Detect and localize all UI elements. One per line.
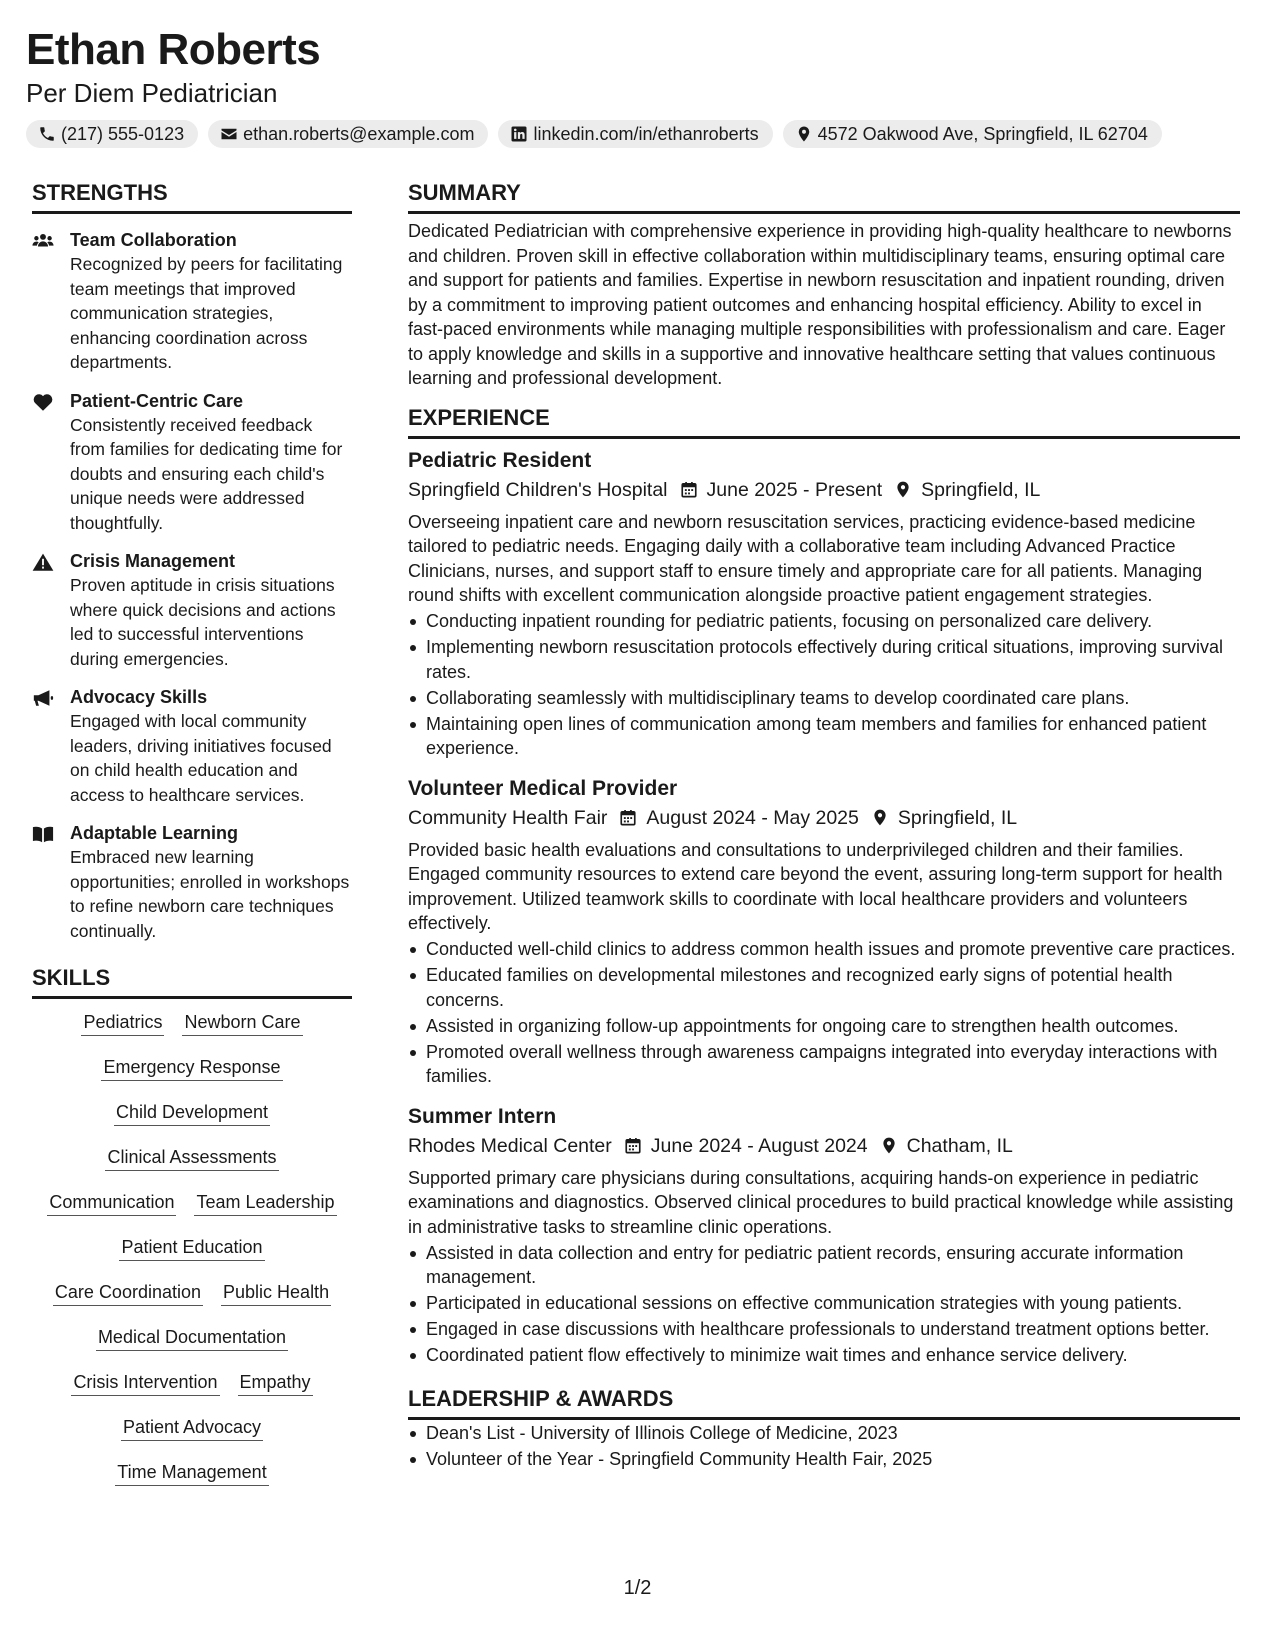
skill-tag: Pediatrics <box>81 1009 164 1036</box>
job-dates: June 2024 - August 2024 <box>650 1134 868 1157</box>
skill-tag: Medical Documentation <box>96 1324 288 1351</box>
experience-heading: EXPERIENCE <box>408 405 1240 439</box>
contact-email-text: ethan.roberts@example.com <box>243 123 475 144</box>
job-meta <box>408 476 1240 504</box>
map-pin-icon <box>871 808 889 827</box>
map-pin-icon <box>894 480 912 499</box>
strength-title: Patient-Centric Care <box>70 390 244 411</box>
calendar-icon <box>624 1136 642 1155</box>
job-location: Springfield, IL <box>897 806 1018 829</box>
map-pin-icon <box>880 1136 898 1155</box>
strength-title: Team Collaboration <box>70 230 237 250</box>
strength-item <box>32 228 352 375</box>
skills-heading: SKILLS <box>32 965 352 999</box>
contact-linkedin[interactable] <box>498 120 772 148</box>
list-item: Maintaining open lines of communication among team members and families for enhanced patient experience. <box>408 712 1240 761</box>
skill-tag: Emergency Response <box>101 1054 282 1081</box>
right-column <box>408 180 1240 1472</box>
list-item: Volunteer of the Year - Springfield Community Health Fair, 2025 <box>408 1447 1240 1472</box>
linkedin-icon <box>510 125 528 143</box>
strength-description: Engaged with local community leaders, driving initiatives focused on child health education and access to healthcare services. <box>70 711 332 805</box>
candidate-role: Per Diem Pediatrician <box>26 78 278 108</box>
contact-email[interactable] <box>208 120 488 148</box>
strength-title: Crisis Management <box>70 551 236 571</box>
candidate-name: Ethan Roberts <box>26 25 321 74</box>
experience-section <box>408 405 1240 1368</box>
summary-section <box>408 180 1240 391</box>
list-item: Assisted in organizing follow-up appointments for ongoing care to strengthen health outcomes. <box>408 1014 1240 1039</box>
list-item: Dean's List - University of Illinois College of Medicine, 2023 <box>408 1421 1240 1446</box>
warning-triangle-icon <box>32 552 54 572</box>
skill-tag: Team Leadership <box>194 1189 336 1216</box>
strength-description: Recognized by peers for facilitating team meetings that improved communication strategies, enhancing coordination across departments. <box>70 254 343 372</box>
open-book-icon <box>32 824 54 844</box>
strength-title: Adaptable Learning <box>70 823 239 843</box>
job-bullets <box>408 609 1240 761</box>
strengths-section <box>32 180 352 943</box>
awards-heading: LEADERSHIP & AWARDS <box>408 1386 1240 1420</box>
job-entry <box>408 1103 1240 1368</box>
calendar-icon <box>619 808 637 827</box>
resume-header <box>26 24 1251 148</box>
job-description: Overseeing inpatient care and newborn resuscitation services, practicing evidence-based medicine tailored to pediatric needs. Engaging daily with a collaborative team including Advanced Practice Clinicians, nurses, and support staff to ensure timely and appropriate care for all patients. Managing round shifts with excellent communication alongside proactive patient engagement strategies. <box>408 511 1203 605</box>
contact-linkedin-text: linkedin.com/in/ethanroberts <box>533 123 759 144</box>
contact-bar <box>26 120 1251 148</box>
envelope-icon <box>220 125 238 143</box>
job-bullets <box>408 1241 1240 1368</box>
list-item: Educated families on developmental milestones and recognized early signs of potential health concerns. <box>408 963 1240 1012</box>
contact-address-text: 4572 Oakwood Ave, Springfield, IL 62704 <box>817 123 1148 144</box>
list-item: Engaged in case discussions with healthcare professionals to understand treatment options better. <box>408 1317 1240 1342</box>
contact-phone[interactable] <box>26 120 198 148</box>
skills-list <box>32 1009 352 1504</box>
skill-tag: Newborn Care <box>182 1009 302 1036</box>
job-organization: Springfield Children's Hospital <box>408 478 668 501</box>
strength-item <box>32 685 352 807</box>
job-description: Provided basic health evaluations and consultations to underprivileged children and their families. Engaged community resources to extend care beyond the event, assuring long-term support for health improvement. Utilized teamwork skills to coordinate with local healthcare providers and volunteers effectively. <box>408 839 1223 933</box>
job-title: Summer Intern <box>408 1104 557 1128</box>
job-location: Springfield, IL <box>921 478 1041 501</box>
users-icon <box>32 231 54 251</box>
list-item: Promoted overall wellness through awareness campaigns integrated into everyday interactions with families. <box>408 1040 1240 1089</box>
list-item: Implementing newborn resuscitation protocols effectively during critical situations, improving survival rates. <box>408 635 1240 684</box>
summary-heading: SUMMARY <box>408 180 1240 214</box>
strength-item <box>32 821 352 943</box>
skill-tag: Child Development <box>114 1099 270 1126</box>
job-location: Chatham, IL <box>906 1134 1013 1157</box>
skill-tag: Time Management <box>115 1459 268 1486</box>
map-pin-icon <box>795 125 813 143</box>
skill-tag: Crisis Intervention <box>71 1369 219 1396</box>
job-bullets <box>408 937 1240 1089</box>
calendar-icon <box>680 480 698 499</box>
list-item: Conducting inpatient rounding for pediatric patients, focusing on personalized care delivery. <box>408 609 1240 634</box>
list-item: Collaborating seamlessly with multidisciplinary teams to develop coordinated care plans. <box>408 686 1240 711</box>
strength-item <box>32 549 352 671</box>
awards-section <box>408 1386 1240 1472</box>
job-organization: Community Health Fair <box>408 806 608 829</box>
skill-tag: Patient Advocacy <box>121 1414 263 1441</box>
list-item: Coordinated patient flow effectively to minimize wait times and enhance service delivery. <box>408 1343 1240 1368</box>
strength-description: Embraced new learning opportunities; enrolled in workshops to refine newborn care techniques continually. <box>70 847 350 941</box>
job-organization: Rhodes Medical Center <box>408 1134 612 1157</box>
list-item: Participated in educational sessions on effective communication strategies with young patients. <box>408 1291 1240 1316</box>
list-item: Conducted well-child clinics to address common health issues and promote preventive care practices. <box>408 937 1240 962</box>
job-meta <box>408 1132 1240 1160</box>
job-meta <box>408 804 1240 832</box>
contact-phone-text: (217) 555-0123 <box>61 123 185 144</box>
job-description: Supported primary care physicians during consultations, acquiring hands-on experience in pediatric examinations and diagnostics. Observed clinical procedures to build practical knowledge while assisting in administrative tasks to streamline clinic operations. <box>408 1167 1234 1237</box>
heart-icon <box>32 392 54 412</box>
phone-icon <box>38 125 56 143</box>
skills-section <box>32 965 352 1504</box>
job-title: Pediatric Resident <box>408 448 592 472</box>
skill-tag: Patient Education <box>119 1234 264 1261</box>
skill-tag: Clinical Assessments <box>105 1144 278 1171</box>
skill-tag: Public Health <box>221 1279 331 1306</box>
contact-address <box>783 120 1162 148</box>
skill-tag: Communication <box>47 1189 176 1216</box>
strengths-heading: STRENGTHS <box>32 180 352 214</box>
skill-tag: Empathy <box>238 1369 313 1396</box>
strength-description: Consistently received feedback from families for dedicating time for doubts and ensuring each child's unique needs were addressed thoughtfully. <box>70 414 343 533</box>
page-number: 1/2 <box>623 1577 652 1599</box>
job-entry <box>408 447 1240 761</box>
strength-item <box>32 389 352 536</box>
summary-text: Dedicated Pediatrician with comprehensive experience in providing high-quality healthcare to newborns and children. Proven skill in effective collaboration within multidisciplinary teams, ensuring optimal care and support for patients and families. Expertise in newborn resuscitation and inpatient rounding, driven by a commitment to improving patient outcomes and enhancing hospital efficiency. Ability to excel in fast-paced environments while managing multiple responsibilities with professionalism and care. Eager to apply knowledge and skills in a supportive and innovative healthcare setting that values continuous learning and professional development. <box>408 221 1232 388</box>
job-title: Volunteer Medical Provider <box>408 776 678 800</box>
megaphone-icon <box>32 688 54 708</box>
job-dates: August 2024 - May 2025 <box>646 806 859 829</box>
awards-list <box>408 1421 1240 1472</box>
strength-title: Advocacy Skills <box>70 687 208 707</box>
job-entry <box>408 775 1240 1089</box>
strength-description: Proven aptitude in crisis situations where quick decisions and actions led to successful interventions during emergencies. <box>70 575 336 669</box>
left-column <box>32 180 352 1504</box>
list-item: Assisted in data collection and entry for pediatric patient records, ensuring accurate information management. <box>408 1241 1240 1290</box>
job-dates: June 2025 - Present <box>706 478 883 501</box>
skill-tag: Care Coordination <box>53 1279 203 1306</box>
